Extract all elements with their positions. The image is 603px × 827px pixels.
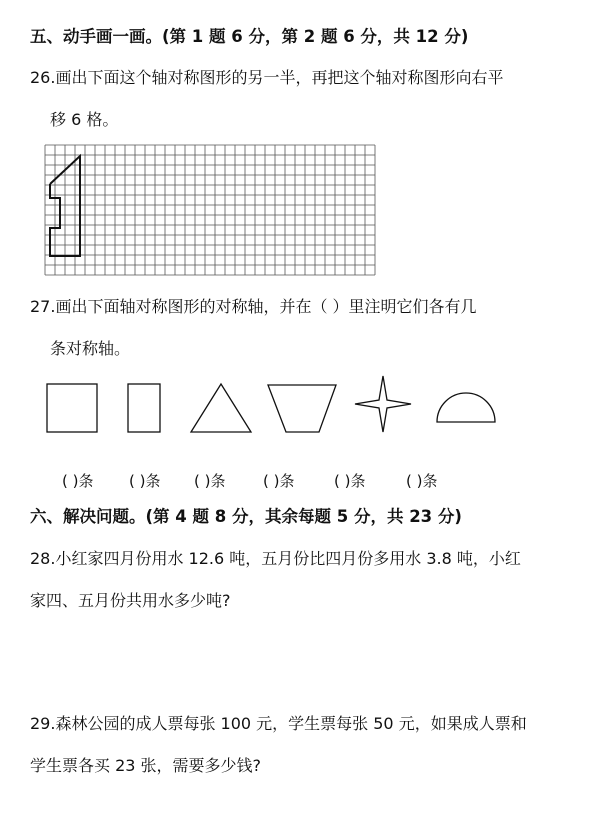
semicircle-shape <box>437 393 495 422</box>
grid-figure <box>44 144 380 280</box>
answer-blank-5: ( )条 <box>334 472 366 490</box>
square-shape <box>47 384 97 432</box>
answer-blank-6: ( )条 <box>406 472 438 490</box>
triangle-shape <box>191 384 251 432</box>
question-28-line-1: 28.小红家四月份用水 12.6 吨，五月份比四月份多用水 3.8 吨，小红 <box>30 549 521 568</box>
answer-blank-3: ( )条 <box>194 472 226 490</box>
rectangle-shape <box>128 384 160 432</box>
section-6-heading: 六、解决问题。(第 4 题 8 分，其余每题 5 分，共 23 分) <box>30 507 462 526</box>
question-26-line-2: 移 6 格。 <box>50 110 119 129</box>
question-26-line-1: 26.画出下面这个轴对称图形的另一半，再把这个轴对称图形向右平 <box>30 68 504 87</box>
answer-blank-1: ( )条 <box>62 472 94 490</box>
shapes-row <box>40 372 520 442</box>
grid-lines <box>45 145 375 275</box>
answer-blank-4: ( )条 <box>263 472 295 490</box>
question-29-line-2: 学生票各买 23 张，需要多少钱? <box>30 756 262 775</box>
four-point-star-shape <box>355 376 411 432</box>
question-29-line-1: 29.森林公园的成人票每张 100 元，学生票每张 50 元，如果成人票和 <box>30 714 527 733</box>
question-28-line-2: 家四、五月份共用水多少吨? <box>30 591 231 610</box>
answer-blank-2: ( )条 <box>129 472 161 490</box>
section-5-heading: 五、动手画一画。(第 1 题 6 分，第 2 题 6 分，共 12 分) <box>30 27 469 46</box>
trapezoid-shape <box>268 385 336 432</box>
question-27-line-2: 条对称轴。 <box>50 339 131 358</box>
question-27-line-1: 27.画出下面轴对称图形的对称轴，并在（ ）里注明它们各有几 <box>30 297 477 316</box>
